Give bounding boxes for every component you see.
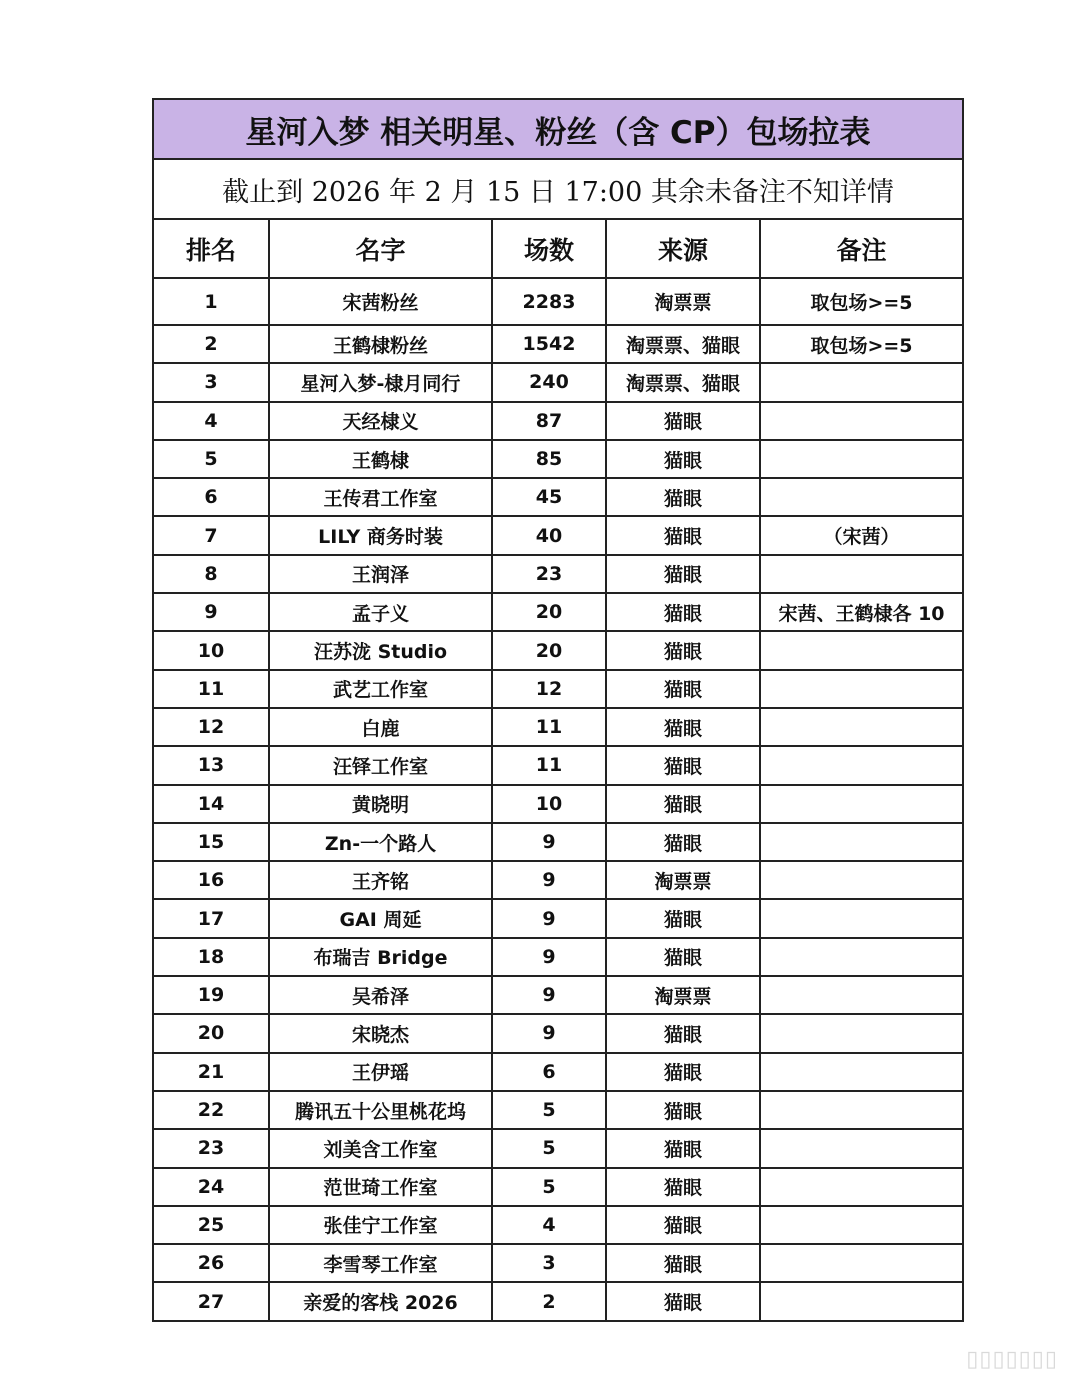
cell-note — [760, 938, 962, 976]
table-row — [154, 440, 962, 478]
cell-count: 40 — [492, 516, 606, 554]
cell-count: 9 — [492, 861, 606, 899]
table-body — [154, 278, 962, 1320]
cell-rank: 4 — [154, 402, 269, 440]
cell-note — [760, 1014, 962, 1052]
cell-name: 王鹤棣粉丝 — [269, 325, 492, 363]
ranking-sheet — [152, 98, 964, 1322]
table-row — [154, 325, 962, 363]
cell-rank: 2 — [154, 325, 269, 363]
cell-note — [760, 363, 962, 401]
cell-name: 范世琦工作室 — [269, 1168, 492, 1206]
table-row — [154, 402, 962, 440]
cell-name: 王传君工作室 — [269, 478, 492, 516]
watermark: ▯▯▯▯▯▯▯ — [966, 1347, 1058, 1372]
cell-rank: 20 — [154, 1014, 269, 1052]
cell-source: 猫眼 — [606, 1053, 760, 1091]
cell-count: 87 — [492, 402, 606, 440]
cell-note — [760, 785, 962, 823]
cell-count: 2 — [492, 1282, 606, 1319]
cell-source: 猫眼 — [606, 402, 760, 440]
cell-count: 23 — [492, 555, 606, 593]
table-row — [154, 278, 962, 325]
cell-note — [760, 1168, 962, 1206]
cell-count: 5 — [492, 1168, 606, 1206]
cell-rank: 27 — [154, 1282, 269, 1319]
cell-source: 猫眼 — [606, 440, 760, 478]
cell-source: 猫眼 — [606, 1282, 760, 1319]
cell-source: 猫眼 — [606, 785, 760, 823]
cell-name: 腾讯五十公里桃花坞 — [269, 1091, 492, 1129]
cell-source: 猫眼 — [606, 823, 760, 861]
cell-note — [760, 1053, 962, 1091]
table-row — [154, 555, 962, 593]
cell-note — [760, 976, 962, 1014]
table-row — [154, 976, 962, 1014]
cell-name: 星河入梦-棣月同行 — [269, 363, 492, 401]
cell-note: 宋茜、王鹤棣各 10 — [760, 593, 962, 631]
cell-count: 4 — [492, 1206, 606, 1244]
cell-note — [760, 708, 962, 746]
cell-note — [760, 823, 962, 861]
cell-source: 猫眼 — [606, 1129, 760, 1167]
table-row — [154, 670, 962, 708]
cell-name: 王鹤棣 — [269, 440, 492, 478]
cell-name: 宋茜粉丝 — [269, 278, 492, 325]
table-row — [154, 1014, 962, 1052]
cell-source: 淘票票、猫眼 — [606, 363, 760, 401]
table-row — [154, 746, 962, 784]
table-row — [154, 938, 962, 976]
cell-name: 天经棣义 — [269, 402, 492, 440]
cell-note — [760, 899, 962, 937]
header-note: 备注 — [760, 220, 962, 278]
cell-count: 85 — [492, 440, 606, 478]
cell-source: 猫眼 — [606, 899, 760, 937]
cell-name: 李雪琴工作室 — [269, 1244, 492, 1282]
cell-count: 11 — [492, 708, 606, 746]
table-row — [154, 1129, 962, 1167]
cell-source: 猫眼 — [606, 593, 760, 631]
cell-name: 汪铎工作室 — [269, 746, 492, 784]
cell-note — [760, 402, 962, 440]
cell-name: 白鹿 — [269, 708, 492, 746]
cell-count: 9 — [492, 976, 606, 1014]
table-row — [154, 631, 962, 669]
table-row — [154, 861, 962, 899]
cell-name: 武艺工作室 — [269, 670, 492, 708]
cell-rank: 15 — [154, 823, 269, 861]
cell-source: 猫眼 — [606, 631, 760, 669]
cell-source: 猫眼 — [606, 1244, 760, 1282]
cell-note — [760, 1206, 962, 1244]
table-row — [154, 823, 962, 861]
cell-rank: 25 — [154, 1206, 269, 1244]
cell-note — [760, 478, 962, 516]
cell-rank: 13 — [154, 746, 269, 784]
cell-rank: 18 — [154, 938, 269, 976]
cell-name: 亲爱的客栈 2026 — [269, 1282, 492, 1319]
cell-count: 2283 — [492, 278, 606, 325]
cell-note — [760, 1129, 962, 1167]
cell-name: 布瑞吉 Bridge — [269, 938, 492, 976]
cell-rank: 6 — [154, 478, 269, 516]
cell-rank: 7 — [154, 516, 269, 554]
cell-name: 刘美含工作室 — [269, 1129, 492, 1167]
cell-rank: 12 — [154, 708, 269, 746]
header-count: 场数 — [492, 220, 606, 278]
cell-rank: 22 — [154, 1091, 269, 1129]
cell-rank: 24 — [154, 1168, 269, 1206]
cell-rank: 26 — [154, 1244, 269, 1282]
cell-note — [760, 555, 962, 593]
cell-rank: 5 — [154, 440, 269, 478]
cell-rank: 16 — [154, 861, 269, 899]
cell-source: 猫眼 — [606, 478, 760, 516]
cell-rank: 14 — [154, 785, 269, 823]
cell-count: 12 — [492, 670, 606, 708]
table-row — [154, 516, 962, 554]
table-row — [154, 1091, 962, 1129]
cell-source: 淘票票 — [606, 976, 760, 1014]
table-row — [154, 1282, 962, 1319]
sheet-subtitle: 截止到 2026 年 2 月 15 日 17:00 其余未备注不知详情 — [154, 160, 962, 220]
cell-rank: 17 — [154, 899, 269, 937]
cell-count: 6 — [492, 1053, 606, 1091]
cell-count: 5 — [492, 1129, 606, 1167]
cell-name: Zn-一个路人 — [269, 823, 492, 861]
cell-name: 王齐铭 — [269, 861, 492, 899]
ranking-table — [154, 220, 962, 1320]
cell-name: 汪苏泷 Studio — [269, 631, 492, 669]
cell-source: 猫眼 — [606, 555, 760, 593]
table-row — [154, 1053, 962, 1091]
cell-count: 9 — [492, 1014, 606, 1052]
table-row — [154, 363, 962, 401]
cell-name: 孟子义 — [269, 593, 492, 631]
cell-source: 猫眼 — [606, 746, 760, 784]
cell-source: 猫眼 — [606, 670, 760, 708]
cell-source: 猫眼 — [606, 938, 760, 976]
cell-name: 宋晓杰 — [269, 1014, 492, 1052]
cell-note — [760, 861, 962, 899]
cell-note — [760, 746, 962, 784]
cell-note — [760, 1282, 962, 1319]
header-source: 来源 — [606, 220, 760, 278]
cell-source: 猫眼 — [606, 708, 760, 746]
table-row — [154, 1168, 962, 1206]
cell-rank: 11 — [154, 670, 269, 708]
cell-rank: 1 — [154, 278, 269, 325]
cell-source: 猫眼 — [606, 1091, 760, 1129]
cell-count: 45 — [492, 478, 606, 516]
cell-name: 张佳宁工作室 — [269, 1206, 492, 1244]
cell-note — [760, 1244, 962, 1282]
cell-source: 猫眼 — [606, 1168, 760, 1206]
cell-count: 20 — [492, 593, 606, 631]
cell-name: 王润泽 — [269, 555, 492, 593]
table-row — [154, 593, 962, 631]
cell-source: 猫眼 — [606, 516, 760, 554]
cell-count: 240 — [492, 363, 606, 401]
cell-source: 淘票票 — [606, 278, 760, 325]
cell-note — [760, 631, 962, 669]
header-rank: 排名 — [154, 220, 269, 278]
cell-note — [760, 1091, 962, 1129]
sheet-title: 星河入梦 相关明星、粉丝（含 CP）包场拉表 — [154, 100, 962, 160]
header-row — [154, 220, 962, 278]
cell-count: 5 — [492, 1091, 606, 1129]
cell-source: 淘票票、猫眼 — [606, 325, 760, 363]
table-row — [154, 785, 962, 823]
cell-name: 王伊瑶 — [269, 1053, 492, 1091]
cell-source: 淘票票 — [606, 861, 760, 899]
cell-name: LILY 商务时装 — [269, 516, 492, 554]
cell-count: 9 — [492, 938, 606, 976]
cell-note: 取包场>=5 — [760, 325, 962, 363]
cell-rank: 21 — [154, 1053, 269, 1091]
table-row — [154, 1244, 962, 1282]
cell-count: 11 — [492, 746, 606, 784]
cell-rank: 10 — [154, 631, 269, 669]
cell-note — [760, 440, 962, 478]
table-row — [154, 1206, 962, 1244]
cell-note: 取包场>=5 — [760, 278, 962, 325]
cell-count: 10 — [492, 785, 606, 823]
table-row — [154, 478, 962, 516]
cell-count: 1542 — [492, 325, 606, 363]
cell-rank: 9 — [154, 593, 269, 631]
cell-count: 20 — [492, 631, 606, 669]
cell-source: 猫眼 — [606, 1206, 760, 1244]
cell-count: 3 — [492, 1244, 606, 1282]
cell-rank: 23 — [154, 1129, 269, 1167]
cell-note — [760, 670, 962, 708]
cell-source: 猫眼 — [606, 1014, 760, 1052]
table-row — [154, 708, 962, 746]
cell-rank: 3 — [154, 363, 269, 401]
cell-name: GAI 周延 — [269, 899, 492, 937]
cell-count: 9 — [492, 899, 606, 937]
cell-count: 9 — [492, 823, 606, 861]
cell-rank: 8 — [154, 555, 269, 593]
table-row — [154, 899, 962, 937]
cell-name: 黄晓明 — [269, 785, 492, 823]
cell-note: （宋茜） — [760, 516, 962, 554]
cell-rank: 19 — [154, 976, 269, 1014]
cell-name: 吴希泽 — [269, 976, 492, 1014]
header-name: 名字 — [269, 220, 492, 278]
